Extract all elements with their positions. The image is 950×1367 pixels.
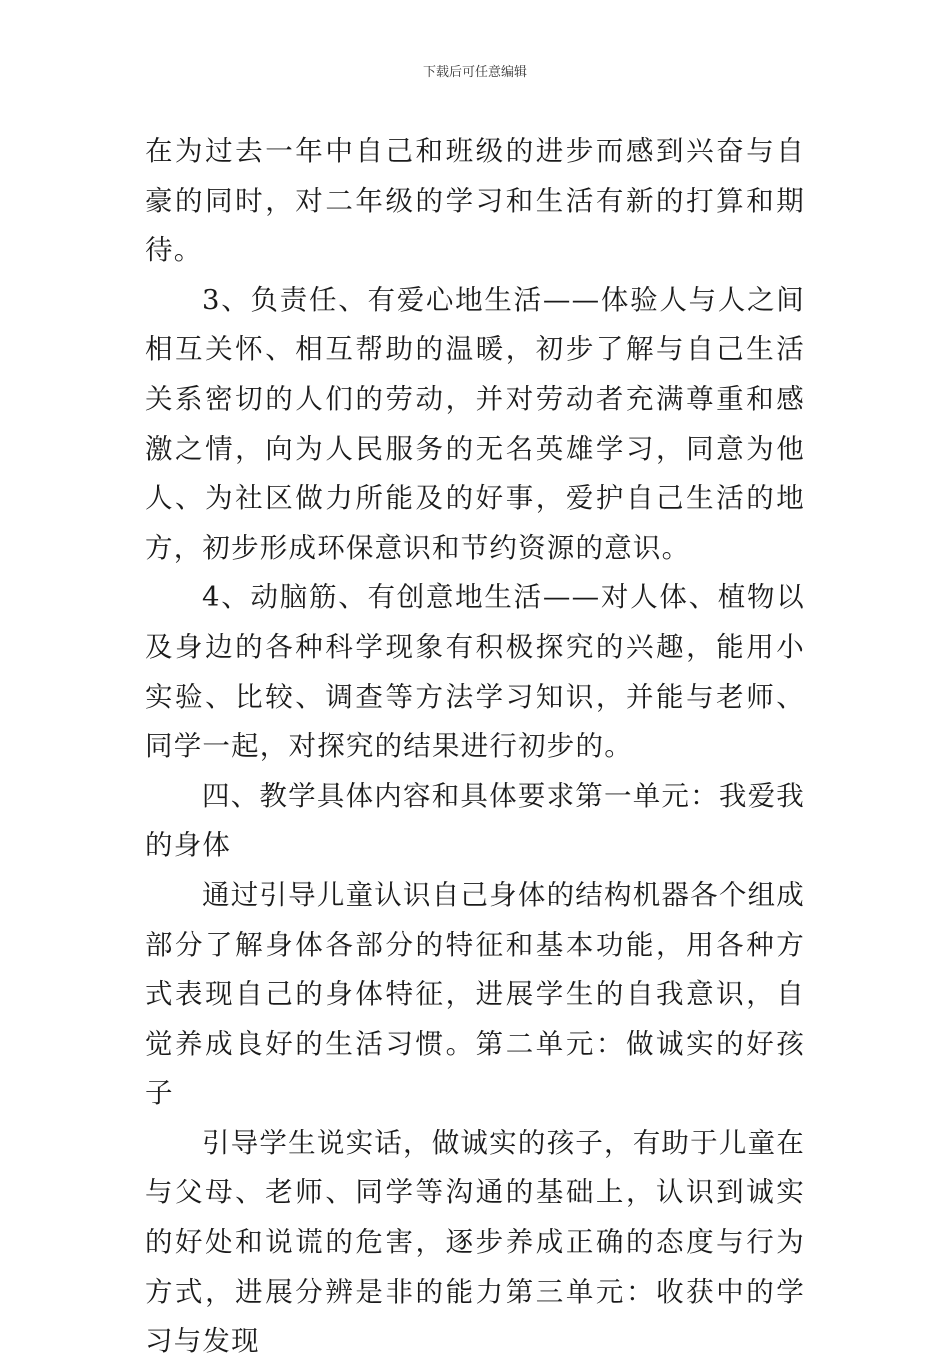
paragraph-unit-1: 通过引导儿童认识自己身体的结构机器各个组成部分了解身体各部分的特征和基本功能，用各种方式表现自己的身体特征，进展学生的自我意识，自觉养成良好的生活习惯。第二单元：做诚实的好孩子: [145, 878, 805, 1110]
page-header: 下载后可任意编辑: [422, 65, 527, 80]
paragraph-goal-4: 4、动脑筋、有创意地生活——对人体、植物以及身边的各种科学现象有积极探究的兴趣，能用小实验、比较、调查等方法学习知识，并能与老师、同学一起，对探究的结果进行初步的。: [145, 581, 805, 763]
paragraph-goal-3: 3、负责任、有爱心地生活——体验人与人之间相互关怀、相互帮助的温暖，初步了解与自己生活关系密切的人们的劳动，并对劳动者充满尊重和感激之情，向为人民服务的无名英雄学习，同意为他人、为社区做力所能及的好事，爱护自己生活的地方，初步形成环保意识和节约资源的意识。: [145, 283, 805, 564]
document-body: [145, 127, 805, 1367]
paragraph-continuation: 在为过去一年中自己和班级的进步而感到兴奋与自豪的同时，对二年级的学习和生活有新的打算和期待。: [145, 135, 805, 267]
paragraph-unit-2: 引导学生说实话，做诚实的孩子，有助于儿童在与父母、老师、同学等沟通的基础上，认识到诚实的好处和说谎的危害，逐步养成正确的态度与行为方式，进展分辨是非的能力第三单元：收获中的学习与发现: [145, 1126, 805, 1358]
section-heading-teaching-content: 四、教学具体内容和具体要求第一单元：我爱我的身体: [145, 779, 805, 862]
